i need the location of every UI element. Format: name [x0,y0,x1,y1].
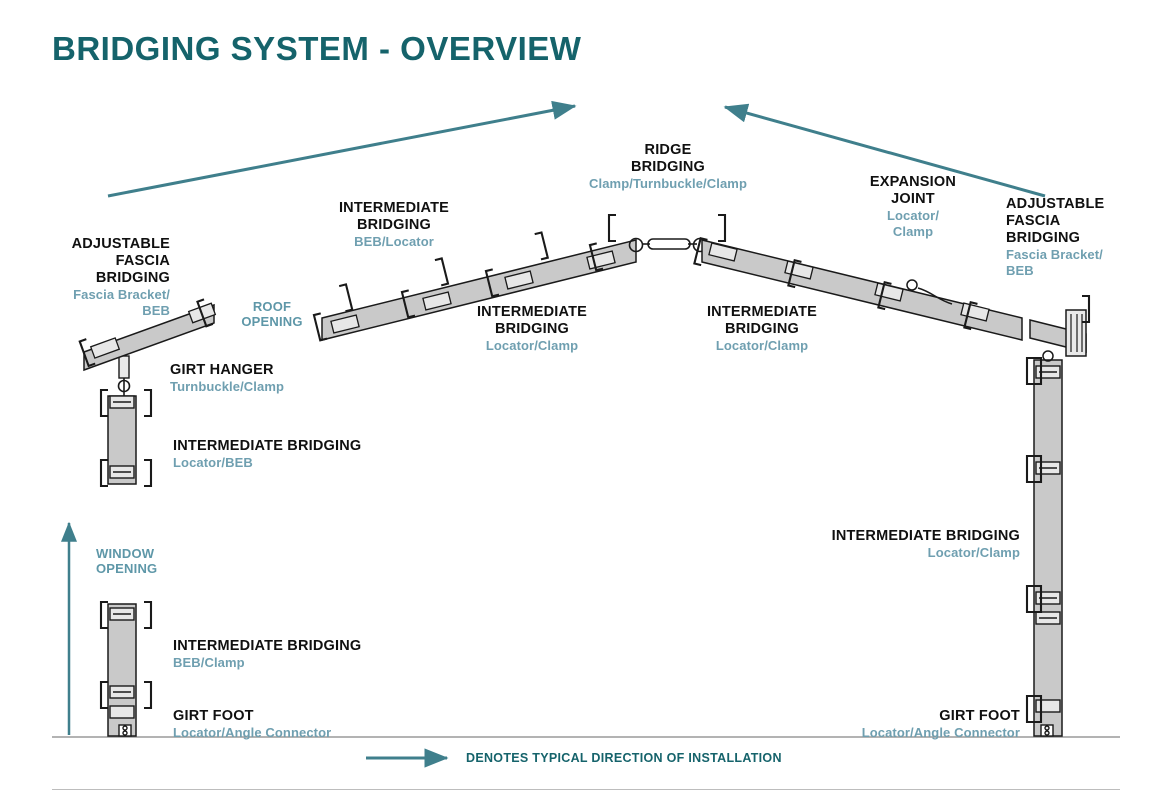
page-title: BRIDGING SYSTEM - OVERVIEW [52,30,582,67]
label-adjustable-fascia-bridging-right [1006,196,1156,278]
adjustable-fascia-bridging-right-member [1030,296,1089,356]
label-intermediate-bridging-left-wall [173,438,423,470]
label-title: INTERMEDIATE BRIDGING [338,200,450,234]
label-title: ROOF OPENING [241,299,303,330]
direction-arrow-left [108,106,575,196]
label-subtitle: Turnbuckle/Clamp [170,379,285,395]
label-ridge-bridging [556,142,780,192]
label-subtitle: Locator/BEB [173,455,253,471]
label-title: EXPANSION JOINT [869,174,957,208]
footer-divider [52,789,1120,790]
label-intermediate-bridging-left-roof [308,200,480,250]
label-roof-opening [228,299,316,330]
label-subtitle: Clamp/Turnbuckle/Clamp [589,176,747,192]
label-intermediate-bridging-left-lower [173,638,423,670]
label-subtitle: Locator/ Clamp [886,208,940,239]
label-title: WINDOW OPENING [96,546,158,577]
label-girt-foot-right [770,708,1020,740]
label-subtitle: Locator/Clamp [927,545,1020,561]
label-girt-hanger [170,362,370,394]
label-expansion-joint [842,174,984,239]
label-intermediate-bridging-left-roof-2 [446,304,618,354]
label-girt-foot-left [173,708,423,740]
label-title: INTERMEDIATE BRIDGING [476,304,588,338]
label-subtitle: BEB/Locator [354,234,434,250]
label-subtitle: BEB/Clamp [173,655,245,671]
label-title: INTERMEDIATE BRIDGING [706,304,818,338]
label-window-opening [96,546,206,577]
label-subtitle: Locator/Clamp [715,338,809,354]
label-adjustable-fascia-bridging-left [10,236,170,318]
label-title: INTERMEDIATE BRIDGING [831,528,1020,544]
label-intermediate-bridging-right-roof [676,304,848,354]
label-subtitle: Fascia Bracket/ BEB [1006,247,1103,278]
footnote-text: DENOTES TYPICAL DIRECTION OF INSTALLATION [466,751,782,765]
label-subtitle: Locator/Clamp [485,338,579,354]
label-subtitle: Locator/Angle Connector [861,725,1020,741]
label-title: INTERMEDIATE BRIDGING [173,438,362,454]
label-subtitle: Locator/Angle Connector [173,725,332,741]
right-wall-girt-run [1027,351,1062,736]
label-title: INTERMEDIATE BRIDGING [173,638,362,654]
label-title: GIRT FOOT [939,708,1020,724]
label-subtitle: Fascia Bracket/ BEB [73,287,170,318]
label-title: ADJUSTABLE FASCIA BRIDGING [1006,196,1105,247]
label-title: RIDGE BRIDGING [630,142,706,176]
label-title: ADJUSTABLE FASCIA BRIDGING [71,236,170,287]
label-intermediate-bridging-right-wall [770,528,1020,560]
label-title: GIRT FOOT [173,708,254,724]
label-title: GIRT HANGER [170,362,274,378]
